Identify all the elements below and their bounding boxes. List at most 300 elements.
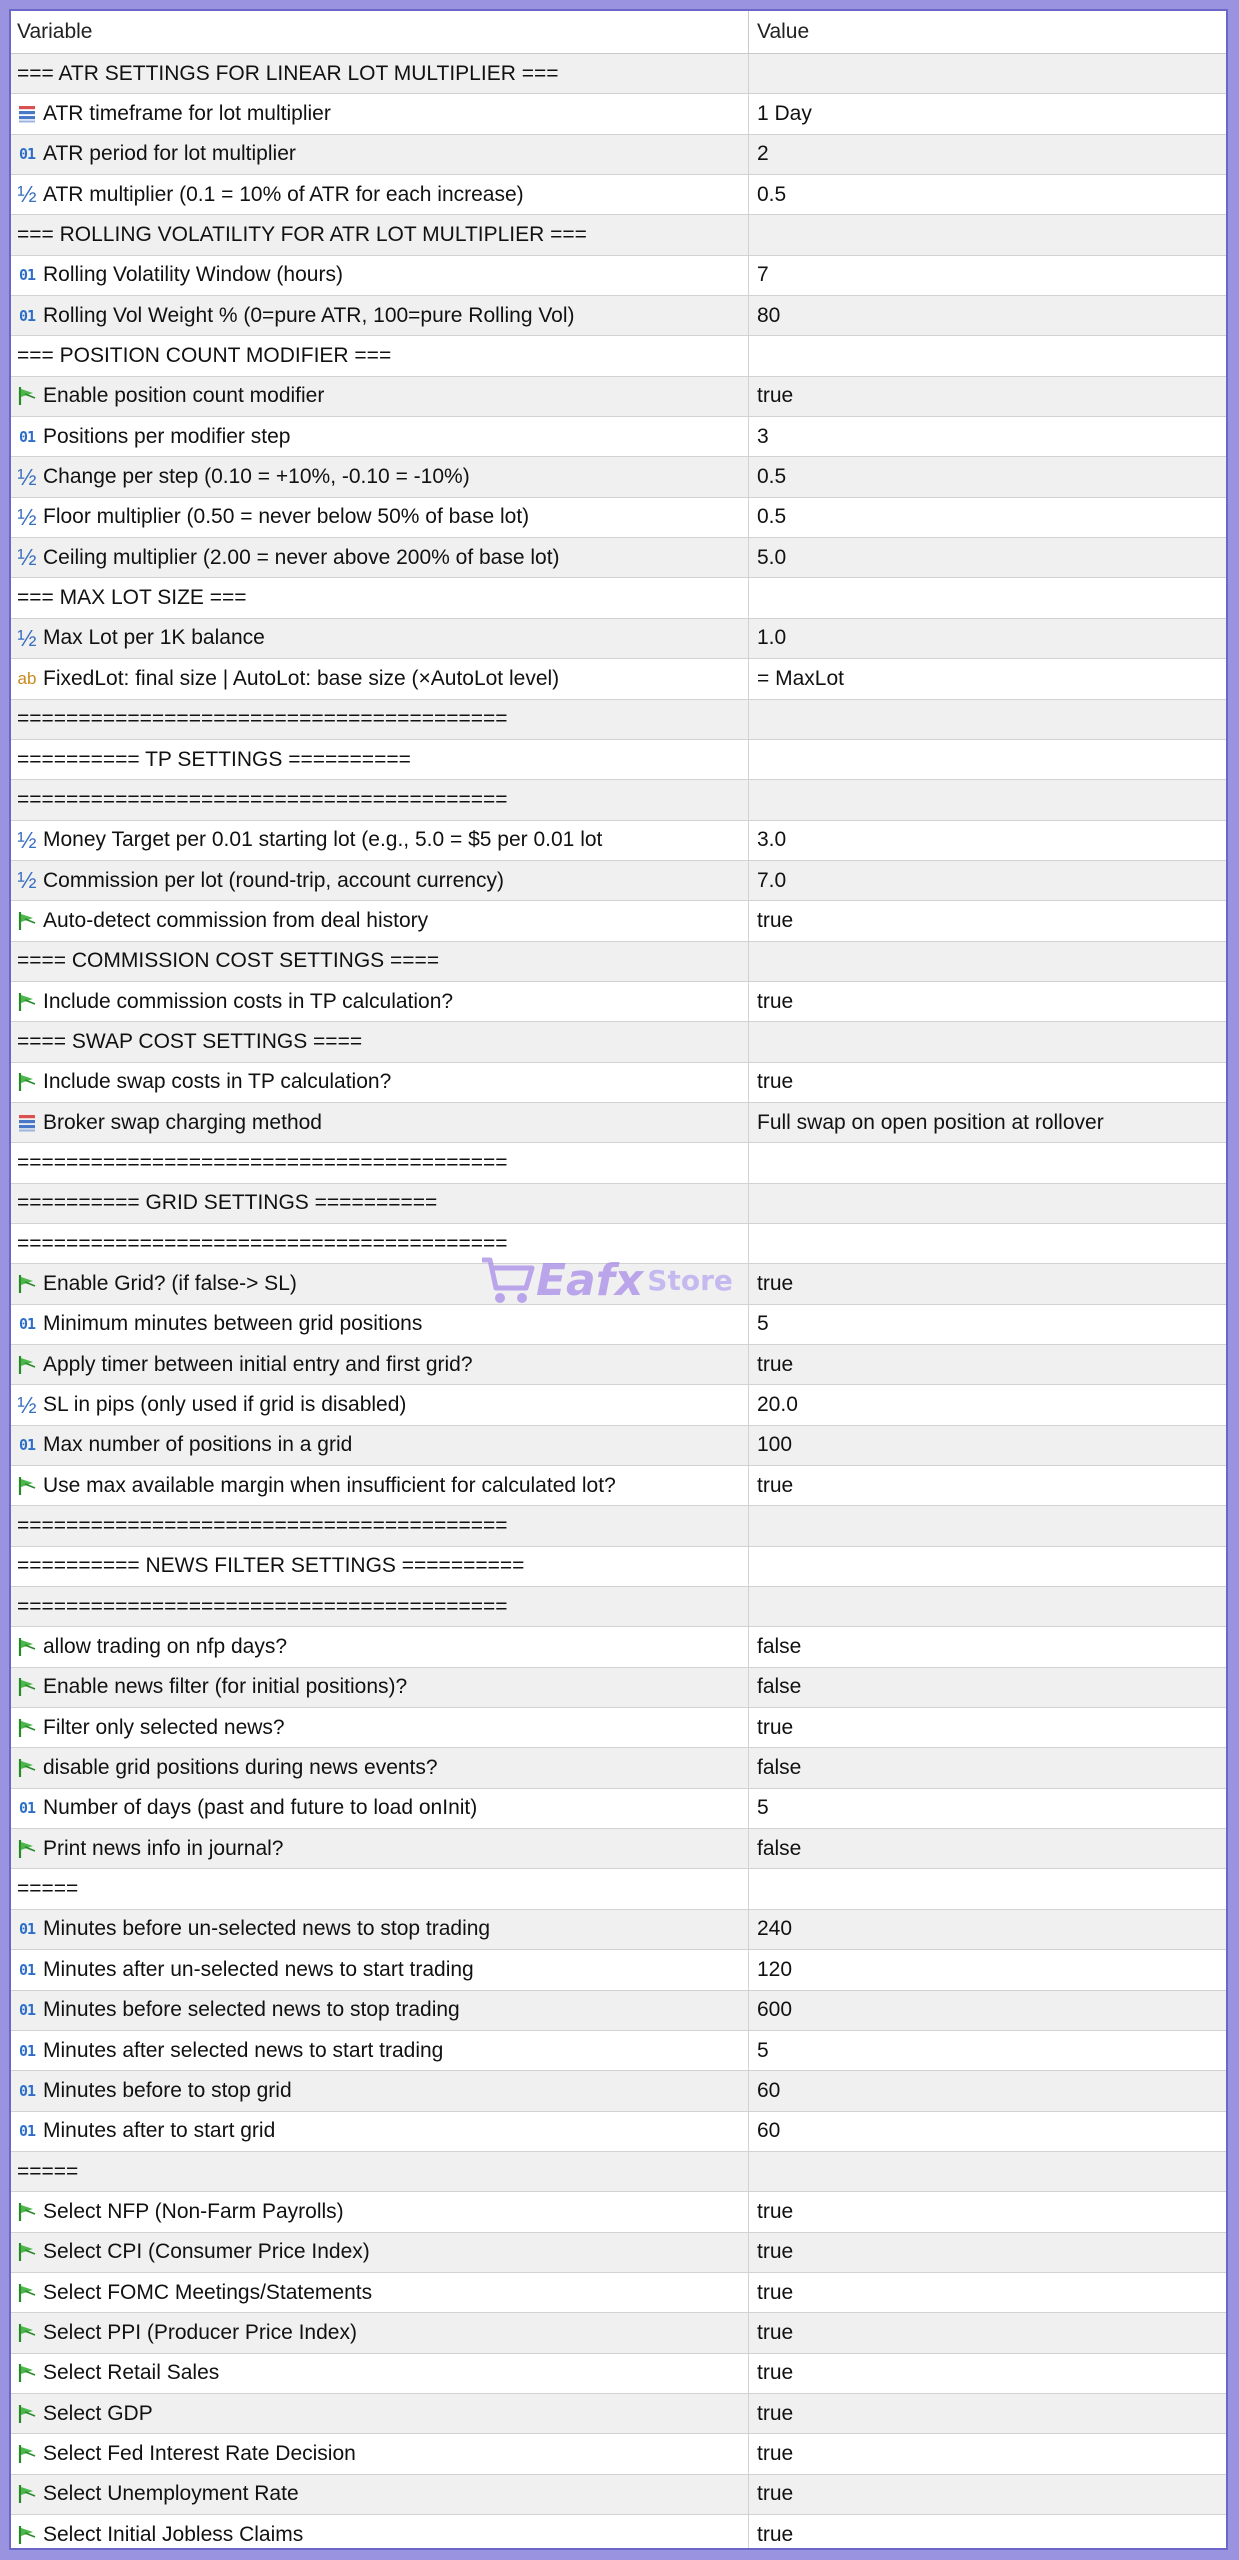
variable-cell [11,336,749,375]
variable-cell [11,1668,749,1707]
variable-label: Minutes after selected news to start trading [43,2038,444,2062]
bool-flag-icon [11,2240,43,2264]
value-cell[interactable]: 100 [757,1433,793,1457]
table-row[interactable] [11,1506,1226,1546]
variable-cell [11,1264,749,1303]
value-cell[interactable]: 0.5 [757,505,787,529]
variable-cell [11,1991,749,2030]
double-icon: ½ [17,826,37,853]
variable-cell [11,1708,749,1747]
double-icon: ½ [17,624,37,651]
value-cell[interactable]: 3.0 [757,828,787,852]
table-row[interactable] [11,1466,1226,1506]
section-label: ======================================== [17,787,508,811]
variable-cell [11,2112,749,2151]
variable-cell [11,135,749,174]
table-row[interactable] [11,821,1226,861]
table-row[interactable] [11,2313,1226,2353]
table-row[interactable] [11,538,1226,578]
section-label: ===== [17,2159,79,2183]
variable-label: Commission per lot (round-trip, account currency) [43,868,504,892]
bool-flag-icon [11,2523,43,2547]
table-row[interactable] [11,740,1226,780]
table-row[interactable] [11,861,1226,901]
value-cell[interactable]: 1 Day [757,102,812,126]
bool-flag-icon [11,1675,43,1699]
bool-flag-icon [11,1353,43,1377]
table-row[interactable] [11,135,1226,175]
integer-icon: 01 [18,1436,36,1455]
variable-label: Change per step (0.10 = +10%, -0.10 = -10%) [43,465,470,489]
table-row[interactable] [11,2515,1226,2550]
value-cell[interactable]: 5.0 [757,545,787,569]
table-row[interactable] [11,1305,1226,1345]
value-cell[interactable]: true [757,2240,794,2264]
value-cell [749,1587,1226,1626]
variable-cell [11,2475,749,2514]
bool-flag-icon [11,1716,43,1740]
variable-label: Select Unemployment Rate [43,2482,299,2506]
section-label: ======================================== [17,1594,508,1618]
table-row[interactable] [11,2112,1226,2152]
bool-flag-icon [11,2402,43,2426]
variable-label: Minutes before un-selected news to stop trading [43,1917,491,1941]
variable-cell [11,2031,749,2070]
section-label: ======================================== [17,1150,508,1174]
table-body [11,54,1226,2550]
table-row[interactable] [11,417,1226,457]
variable-cell [11,1950,749,1989]
value-cell [749,740,1226,779]
variable-cell [11,1103,749,1142]
table-row[interactable] [11,1991,1226,2031]
variable-label: Ceiling multiplier (2.00 = never above 200% of base lot) [43,545,560,569]
value-cell[interactable]: 3 [757,424,769,448]
variable-cell [11,2233,749,2272]
table-row[interactable] [11,942,1226,982]
value-cell[interactable]: 5 [757,1312,769,1336]
table-row[interactable] [11,1143,1226,1183]
table-row[interactable] [11,2192,1226,2232]
watermark-brand: Eafx [536,1254,644,1306]
bool-flag-icon [11,1070,43,1094]
table-row[interactable] [11,54,1226,94]
table-row[interactable] [11,336,1226,376]
integer-icon: 01 [18,1960,36,1979]
value-cell[interactable]: = MaxLot [757,666,844,690]
table-row[interactable] [11,1708,1226,1748]
variable-cell [11,901,749,940]
integer-icon: 01 [18,2081,36,2100]
value-cell[interactable]: 120 [757,1957,793,1981]
table-row[interactable] [11,2031,1226,2071]
value-cell[interactable]: 80 [757,303,781,327]
variable-cell [11,619,749,658]
value-cell[interactable]: 2 [757,142,769,166]
table-row[interactable] [11,215,1226,255]
table-row[interactable] [11,2475,1226,2515]
variable-label: Select NFP (Non-Farm Payrolls) [43,2199,344,2223]
value-cell[interactable]: true [757,2401,794,2425]
variable-label: Print news info in journal? [43,1836,284,1860]
variable-label: Positions per modifier step [43,424,291,448]
section-label: === ROLLING VOLATILITY FOR ATR LOT MULTIPLIER === [17,223,587,247]
value-cell [749,1143,1226,1182]
variable-label: Use max available margin when insufficient for calculated lot? [43,1473,616,1497]
variable-label: Select GDP [43,2401,153,2425]
variable-cell [11,2071,749,2110]
table-row[interactable] [11,1345,1226,1385]
value-cell [749,780,1226,819]
variable-label: FixedLot: final size | AutoLot: base size (×AutoLot level) [43,666,560,690]
table-row[interactable] [11,619,1226,659]
value-cell [749,54,1226,93]
variable-cell [11,578,749,617]
bool-flag-icon [11,2281,43,2305]
value-cell[interactable]: 7 [757,263,769,287]
table-row[interactable] [11,1748,1226,1788]
variable-cell [11,256,749,295]
bool-flag-icon [11,2200,43,2224]
value-cell[interactable]: true [757,908,794,932]
value-cell[interactable]: 5 [757,1796,769,1820]
table-row[interactable] [11,1668,1226,1708]
value-cell[interactable]: Full swap on open position at rollover [757,1110,1104,1134]
table-row[interactable] [11,94,1226,134]
variable-label: Select Retail Sales [43,2361,220,2385]
variable-cell [11,740,749,779]
string-icon: ab [17,668,37,688]
variable-cell [11,2152,749,2191]
section-label: ========== GRID SETTINGS ========== [17,1191,438,1215]
table-row[interactable] [11,578,1226,618]
section-label: === MAX LOT SIZE === [17,586,247,610]
integer-icon: 01 [18,1920,36,1939]
table-header [11,11,1226,54]
value-cell [749,2152,1226,2191]
variable-cell [11,1910,749,1949]
double-icon: ½ [17,181,37,208]
variable-cell [11,821,749,860]
bool-flag-icon [11,990,43,1014]
table-row[interactable] [11,2233,1226,2273]
variable-cell [11,1829,749,1868]
double-icon: ½ [17,544,37,571]
value-cell[interactable]: 0.5 [757,465,787,489]
table-row[interactable] [11,1022,1226,1062]
value-cell [749,1184,1226,1223]
variable-cell [11,1345,749,1384]
value-cell[interactable]: true [757,2361,794,2385]
variable-cell [11,982,749,1021]
table-row[interactable] [11,659,1226,699]
table-row[interactable] [11,2434,1226,2474]
variable-cell [11,1506,749,1545]
value-cell[interactable]: 7.0 [757,868,787,892]
variable-cell [11,1385,749,1424]
table-row[interactable] [11,377,1226,417]
value-cell[interactable]: 600 [757,1998,793,2022]
variable-cell [11,1063,749,1102]
table-row[interactable] [11,175,1226,215]
section-label: ======================================== [17,1514,508,1538]
variable-label: Select CPI (Consumer Price Index) [43,2240,370,2264]
value-cell[interactable]: true [757,1715,794,1739]
section-label: ==== COMMISSION COST SETTINGS ==== [17,949,440,973]
value-cell [749,215,1226,254]
bool-flag-icon [11,2321,43,2345]
variable-cell [11,1789,749,1828]
value-cell[interactable]: 0.5 [757,182,787,206]
bool-flag-icon [11,909,43,933]
variable-cell [11,659,749,698]
inputs-table [9,9,1228,2550]
variable-label: Max Lot per 1K balance [43,626,265,650]
integer-icon: 01 [18,2041,36,2060]
value-cell[interactable]: false [757,1756,802,1780]
variable-label: Apply timer between initial entry and first grid? [43,1352,473,1376]
variable-cell [11,2515,749,2550]
table-row[interactable] [11,1950,1226,1990]
integer-icon: 01 [18,306,36,325]
variable-label: Include commission costs in TP calculation? [43,989,454,1013]
value-cell [749,1506,1226,1545]
variable-label: Minutes before selected news to stop trading [43,1998,460,2022]
table-row[interactable] [11,2394,1226,2434]
bool-flag-icon [11,384,43,408]
table-row[interactable] [11,2354,1226,2394]
variable-cell [11,1466,749,1505]
variable-label: Floor multiplier (0.50 = never below 50% of base lot) [43,505,530,529]
integer-icon: 01 [18,427,36,446]
value-cell[interactable]: true [757,2441,794,2465]
value-cell[interactable]: true [757,1352,794,1376]
value-cell [749,700,1226,739]
value-cell[interactable]: true [757,1473,794,1497]
section-label: === POSITION COUNT MODIFIER === [17,344,392,368]
variable-cell [11,175,749,214]
watermark-suffix: Store [647,1263,733,1297]
variable-cell [11,1748,749,1787]
table-row[interactable] [11,700,1226,740]
variable-cell [11,1022,749,1061]
variable-label: SL in pips (only used if grid is disabled) [43,1393,407,1417]
variable-label: Minutes after un-selected news to start trading [43,1957,474,1981]
variable-label: Enable position count modifier [43,384,325,408]
value-cell[interactable]: true [757,1070,794,1094]
table-row[interactable] [11,498,1226,538]
section-label: ===== [17,1877,79,1901]
table-row[interactable] [11,296,1226,336]
variable-label: Select Fed Interest Rate Decision [43,2441,356,2465]
variable-label: Minutes after to start grid [43,2119,276,2143]
value-cell[interactable]: true [757,1271,794,1295]
value-cell[interactable]: 20.0 [757,1393,798,1417]
variable-cell [11,2394,749,2433]
variable-label: Rolling Volatility Window (hours) [43,263,343,287]
variable-label: Select FOMC Meetings/Statements [43,2280,373,2304]
bool-flag-icon [11,2442,43,2466]
section-label: === ATR SETTINGS FOR LINEAR LOT MULTIPLIER === [17,61,559,85]
value-cell[interactable]: true [757,2482,794,2506]
table-row[interactable] [11,1264,1226,1304]
variable-cell [11,457,749,496]
variable-label: Auto-detect commission from deal history [43,908,429,932]
value-cell[interactable]: 1.0 [757,626,787,650]
value-cell[interactable]: true [757,2280,794,2304]
bool-flag-icon [11,2361,43,2385]
double-icon: ½ [17,503,37,530]
variable-label: Rolling Vol Weight % (0=pure ATR, 100=pure Rolling Vol) [43,303,575,327]
variable-label: disable grid positions during news events? [43,1756,438,1780]
table-row[interactable] [11,2152,1226,2192]
variable-cell [11,1426,749,1465]
variable-cell [11,538,749,577]
column-header-variable[interactable]: Variable [11,11,749,53]
variable-label: Number of days (past and future to load onInit) [43,1796,478,1820]
table-row[interactable] [11,780,1226,820]
value-cell[interactable]: true [757,384,794,408]
value-cell [749,942,1226,981]
integer-icon: 01 [18,2122,36,2141]
variable-cell [11,942,749,981]
enum-list-icon [11,1111,43,1135]
double-icon: ½ [17,1391,37,1418]
value-cell[interactable]: 5 [757,2038,769,2062]
table-row[interactable] [11,1587,1226,1627]
variable-cell [11,1869,749,1908]
table-row[interactable] [11,1385,1226,1425]
variable-cell [11,296,749,335]
variable-cell [11,417,749,456]
value-cell[interactable]: 60 [757,2119,781,2143]
variable-cell [11,861,749,900]
variable-cell [11,94,749,133]
value-cell[interactable]: 240 [757,1917,793,1941]
table-row[interactable] [11,1103,1226,1143]
variable-label: Include swap costs in TP calculation? [43,1070,392,1094]
value-cell [749,578,1226,617]
variable-cell [11,54,749,93]
variable-cell [11,1184,749,1223]
section-label: ========== TP SETTINGS ========== [17,747,411,771]
value-cell[interactable]: true [757,2199,794,2223]
variable-label: ATR timeframe for lot multiplier [43,102,331,126]
bool-flag-icon [11,1474,43,1498]
integer-icon: 01 [18,145,36,164]
table-row[interactable] [11,1829,1226,1869]
integer-icon: 01 [18,2001,36,2020]
value-cell[interactable]: false [757,1836,802,1860]
table-row[interactable] [11,1224,1226,1264]
table-row[interactable] [11,982,1226,1022]
bool-flag-icon [11,1272,43,1296]
bool-flag-icon [11,2482,43,2506]
variable-label: allow trading on nfp days? [43,1635,287,1659]
integer-icon: 01 [18,1799,36,1818]
variable-cell [11,1627,749,1666]
variable-label: Filter only selected news? [43,1715,285,1739]
value-cell [749,1869,1226,1908]
column-header-value[interactable]: Value [757,20,810,43]
variable-label: Select PPI (Producer Price Index) [43,2320,357,2344]
table-row[interactable] [11,1869,1226,1909]
value-cell[interactable]: 60 [757,2078,781,2102]
table-row[interactable] [11,1184,1226,1224]
value-cell[interactable]: false [757,1675,802,1699]
double-icon: ½ [17,867,37,894]
variable-cell [11,2192,749,2231]
variable-cell [11,1587,749,1626]
bool-flag-icon [11,1635,43,1659]
table-row[interactable] [11,1547,1226,1587]
variable-label: ATR period for lot multiplier [43,142,296,166]
variable-cell [11,215,749,254]
variable-label: Enable Grid? (if false-> SL) [43,1271,297,1295]
variable-label: Enable news filter (for initial positions)? [43,1675,408,1699]
table-row[interactable] [11,2273,1226,2313]
table-row[interactable] [11,1910,1226,1950]
integer-icon: 01 [18,1315,36,1334]
variable-label: Minimum minutes between grid positions [43,1312,423,1336]
enum-list-icon [11,102,43,126]
value-cell [749,1022,1226,1061]
table-row[interactable] [11,901,1226,941]
variable-label: Max number of positions in a grid [43,1433,353,1457]
variable-cell [11,1143,749,1182]
integer-icon: 01 [18,266,36,285]
variable-cell [11,2313,749,2352]
variable-label: Money Target per 0.01 starting lot (e.g., 5.0 = $5 per 0.01 lot [43,828,603,852]
table-row[interactable] [11,2071,1226,2111]
table-row[interactable] [11,1789,1226,1829]
variable-label: ATR multiplier (0.1 = 10% of ATR for each increase) [43,182,524,206]
value-cell [749,1224,1226,1263]
variable-cell [11,700,749,739]
section-label: ==== SWAP COST SETTINGS ==== [17,1029,363,1053]
variable-cell [11,2434,749,2473]
variable-cell [11,1305,749,1344]
table-row[interactable] [11,1063,1226,1103]
value-cell[interactable]: false [757,1635,802,1659]
value-cell [749,1547,1226,1586]
variable-cell [11,377,749,416]
value-cell[interactable]: true [757,2320,794,2344]
variable-cell [11,780,749,819]
table-row[interactable] [11,256,1226,296]
variable-cell [11,1224,749,1263]
section-label: ========== NEWS FILTER SETTINGS ========== [17,1554,525,1578]
value-cell [749,336,1226,375]
value-cell[interactable]: true [757,989,794,1013]
variable-label: Broker swap charging method [43,1110,322,1134]
variable-label: Minutes before to stop grid [43,2078,292,2102]
section-label: ======================================== [17,1231,508,1255]
variable-label: Select Initial Jobless Claims [43,2522,304,2546]
variable-cell [11,1547,749,1586]
variable-cell [11,2354,749,2393]
variable-cell [11,2273,749,2312]
bool-flag-icon [11,1756,43,1780]
table-row[interactable] [11,457,1226,497]
section-label: ======================================== [17,707,508,731]
bool-flag-icon [11,1837,43,1861]
table-row[interactable] [11,1627,1226,1667]
value-cell[interactable]: true [757,2522,794,2546]
variable-cell [11,498,749,537]
table-row[interactable] [11,1426,1226,1466]
double-icon: ½ [17,463,37,490]
